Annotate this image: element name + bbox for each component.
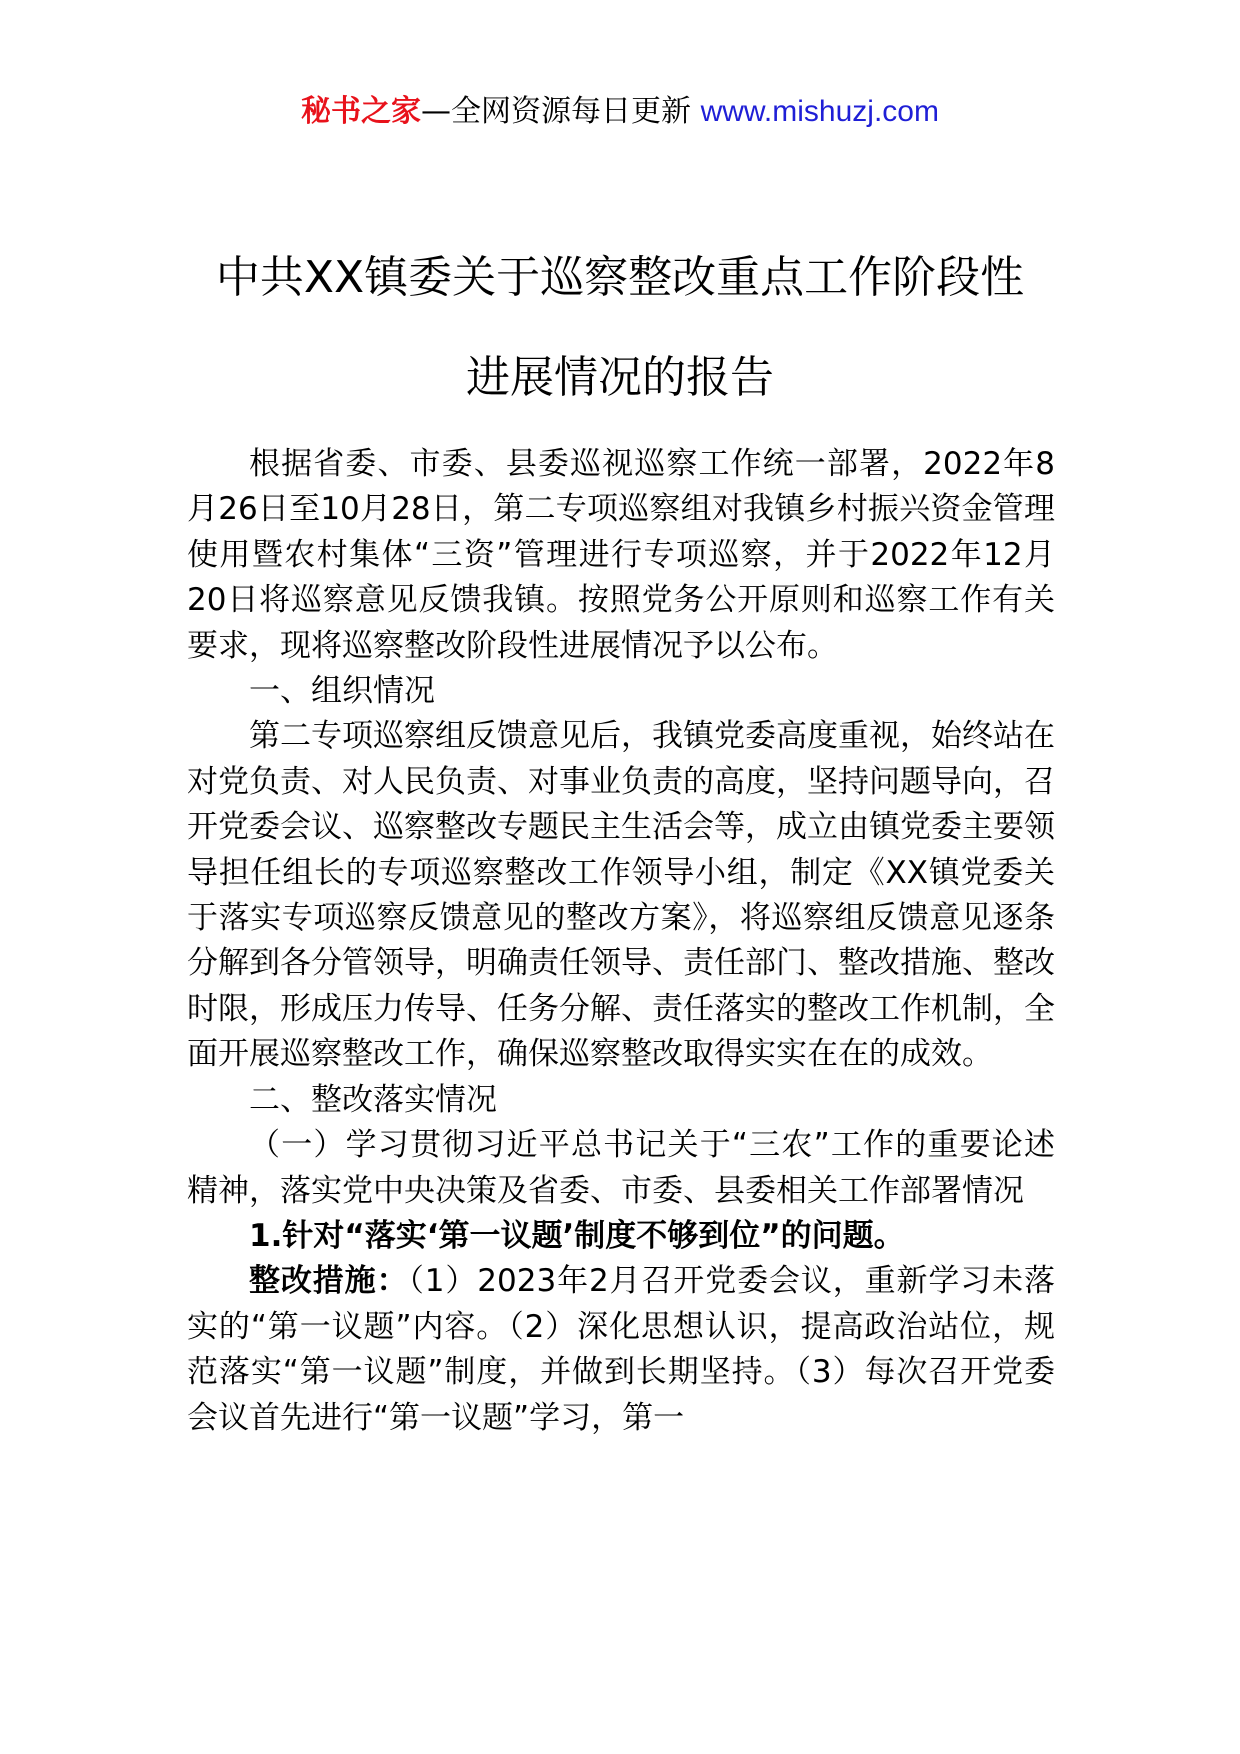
section-1-heading: 一、组织情况 [249, 673, 435, 710]
intro-paragraph: 根据省委、市委、县委巡视巡察工作统一部署，2022年8月26日至10月28日，第二专项巡察组对我镇乡村振兴资金管理使用暨农村集体“三资”管理进行专项巡察，并于2022年12月20日将巡察意见反馈我镇。按照党务公开原则和巡察工作有关要求，现将巡察整改阶段性进展情况予以公布。 [187, 446, 1055, 664]
measures-text: （1）2023年2月召开党委会议，重新学习未落实的“第一议题”内容。（2）深化思想认识，提高政治站位，规范落实“第一议题”制度，并做到长期坚持。（3）每次召开党委会议首先进行“第一议题”学习，第一 [187, 1263, 1056, 1436]
subsection-1-heading: （一）学习贯彻习近平总书记关于“三农”工作的重要论述精神，落实党中央决策及省委、市委、县委相关工作部署情况 [187, 1127, 1055, 1209]
section-2-heading: 二、整改落实情况 [249, 1081, 497, 1118]
banner-slogan: —全网资源每日更新 [421, 94, 701, 129]
item-1-paragraph [187, 1259, 1055, 1441]
item-1-heading: 1.针对“落实‘第一议题’制度不够到位”的问题。 [249, 1217, 905, 1254]
document-body [187, 442, 1055, 1441]
measures-label: 整改措施： [249, 1263, 409, 1300]
section-1-paragraph: 第二专项巡察组反馈意见后，我镇党委高度重视，始终站在对党负责、对人民负责、对事业负责的高度，坚持问题导向，召开党委会议、巡察整改专题民主生活会等，成立由镇党委主要领导担任组长的专项巡察整改工作领导小组，制定《XX镇党委关于落实专项巡察反馈意见的整改方案》，将巡察组反馈意见逐条分解到各分管领导，明确责任领导、责任部门、整改措施、整改时限，形成压力传导、任务分解、责任落实的整改工作机制，全面开展巡察整改工作，确保巡察整改取得实实在在的成效。 [187, 718, 1055, 1073]
site-url-link[interactable]: www.mishuzj.com [700, 95, 939, 128]
title-line-1: 中共XX镇委关于巡察整改重点工作阶段性 [215, 252, 1025, 303]
site-banner [0, 90, 1240, 134]
document-title [150, 228, 1090, 428]
title-line-2: 进展情况的报告 [466, 352, 774, 403]
brand-name: 秘书之家 [301, 94, 422, 129]
